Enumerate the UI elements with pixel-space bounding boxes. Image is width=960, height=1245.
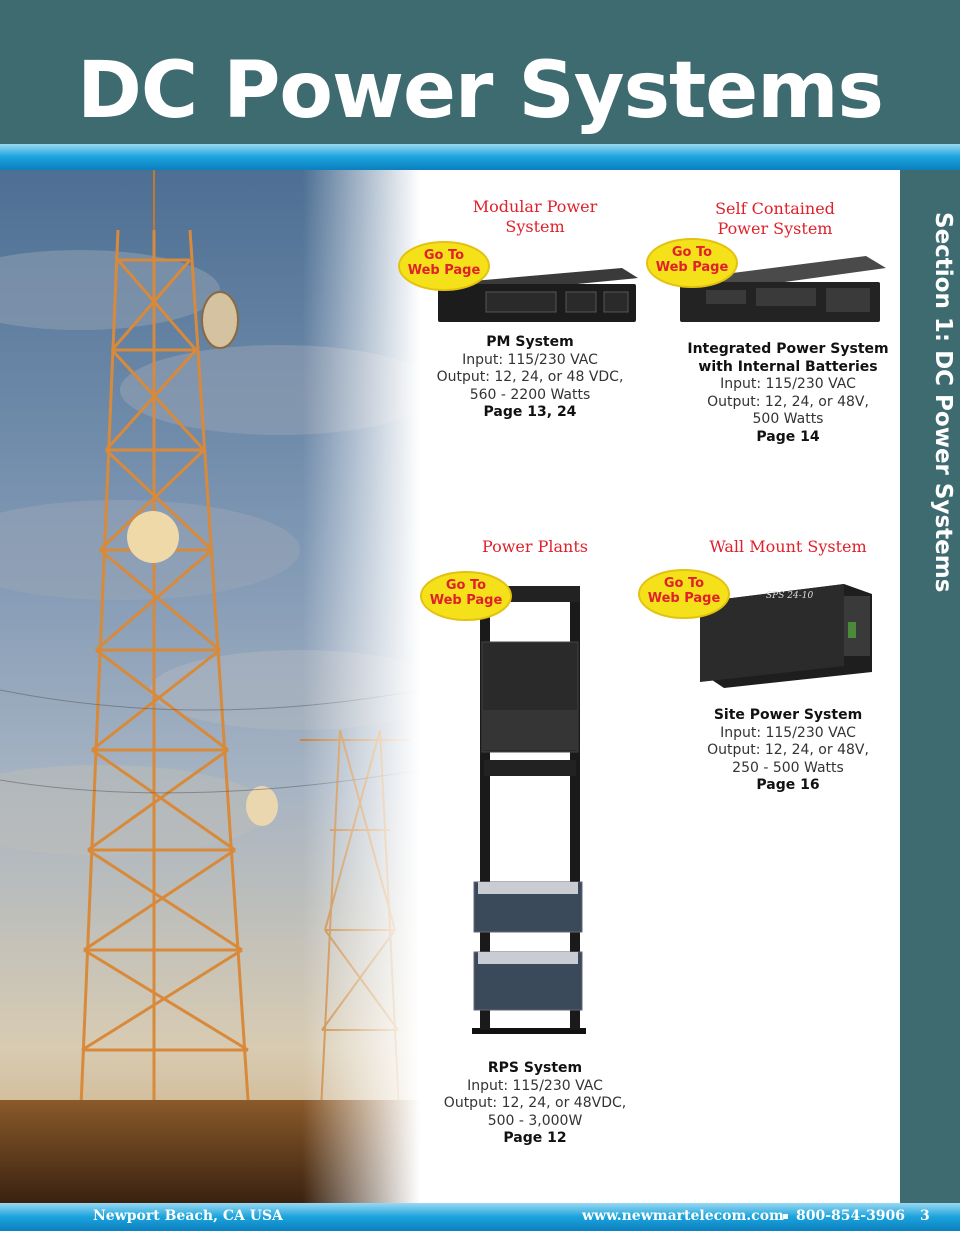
category-wall-mount-system — [690, 537, 886, 557]
product-spec: Input: 115/230 VAC — [720, 376, 856, 392]
product-spec: Input: 115/230 VAC — [462, 351, 598, 368]
badge-line: Go To — [671, 245, 713, 260]
category-line: Self Contained — [715, 199, 835, 218]
page-reference[interactable]: Page 13, 24 — [483, 404, 577, 420]
page-number: 3 — [920, 1208, 930, 1224]
page-reference[interactable]: Page 16 — [756, 777, 820, 793]
badge-line: Go To — [663, 576, 705, 591]
product-name: Integrated Power System — [687, 341, 889, 357]
go-to-web-page-button[interactable] — [420, 570, 512, 622]
product-name: with Internal Batteries — [698, 358, 878, 375]
badge-line: Web Page — [647, 591, 721, 606]
badge-line: Web Page — [429, 593, 503, 608]
product-name: RPS System — [487, 1060, 583, 1076]
footer-base — [0, 1231, 960, 1245]
product-spec: Output: 12, 24, or 48VDC, — [443, 1095, 627, 1111]
product-name: Site Power System — [713, 707, 863, 723]
badge-line: Web Page — [655, 260, 729, 275]
product-spec: Output: 12, 24, or 48V, — [707, 393, 869, 410]
product-spec: 250 - 500 Watts — [732, 759, 844, 776]
category-line: Modular Power — [472, 197, 598, 216]
product-site-power-system — [668, 707, 908, 795]
rps-system-image — [470, 582, 588, 1034]
category-line: Wall Mount System — [709, 537, 867, 556]
category-self-contained-power-system — [690, 199, 860, 239]
product-name: PM System — [486, 334, 574, 350]
page-title: DC Power Systems — [77, 46, 883, 136]
section-label: Section 1: DC Power Systems — [930, 212, 956, 593]
footer-separator: ▪ — [782, 1211, 789, 1222]
product-rps-system — [420, 1060, 650, 1148]
product-spec: 560 - 2200 Watts — [469, 386, 591, 403]
header-stripe — [0, 144, 960, 170]
product-spec: Input: 115/230 VAC — [720, 724, 856, 741]
badge-line: Go To — [423, 248, 465, 263]
product-spec: Output: 12, 24, or 48V, — [707, 742, 869, 758]
product-pm-system — [420, 334, 640, 422]
category-line: Power System — [717, 219, 833, 238]
badge-line: Go To — [445, 578, 487, 593]
page-reference[interactable]: Page 12 — [503, 1130, 567, 1146]
footer-location: Newport Beach, CA USA — [93, 1208, 283, 1224]
product-spec: Output: 12, 24, or 48 VDC, — [436, 369, 624, 385]
product-spec: 500 Watts — [752, 411, 824, 427]
category-modular-power-system — [450, 197, 620, 237]
category-power-plants — [450, 537, 620, 557]
category-line: Power Plants — [481, 537, 588, 556]
page-reference[interactable]: Page 14 — [756, 428, 820, 445]
go-to-web-page-button[interactable] — [398, 240, 490, 292]
device-label: SPS 24-10 — [766, 591, 814, 601]
tower-photo — [0, 170, 420, 1203]
category-line: System — [505, 217, 565, 236]
go-to-web-page-button[interactable] — [646, 237, 738, 289]
product-spec: 500 - 3,000W — [487, 1112, 583, 1129]
footer-phone: 800-854-3906 — [796, 1208, 906, 1224]
product-spec: Input: 115/230 VAC — [467, 1077, 603, 1094]
badge-line: Web Page — [407, 263, 481, 278]
footer-website-link[interactable]: www.newmartelecom.com — [582, 1208, 784, 1224]
go-to-web-page-button[interactable] — [638, 568, 730, 620]
product-integrated-power-system — [668, 341, 908, 446]
